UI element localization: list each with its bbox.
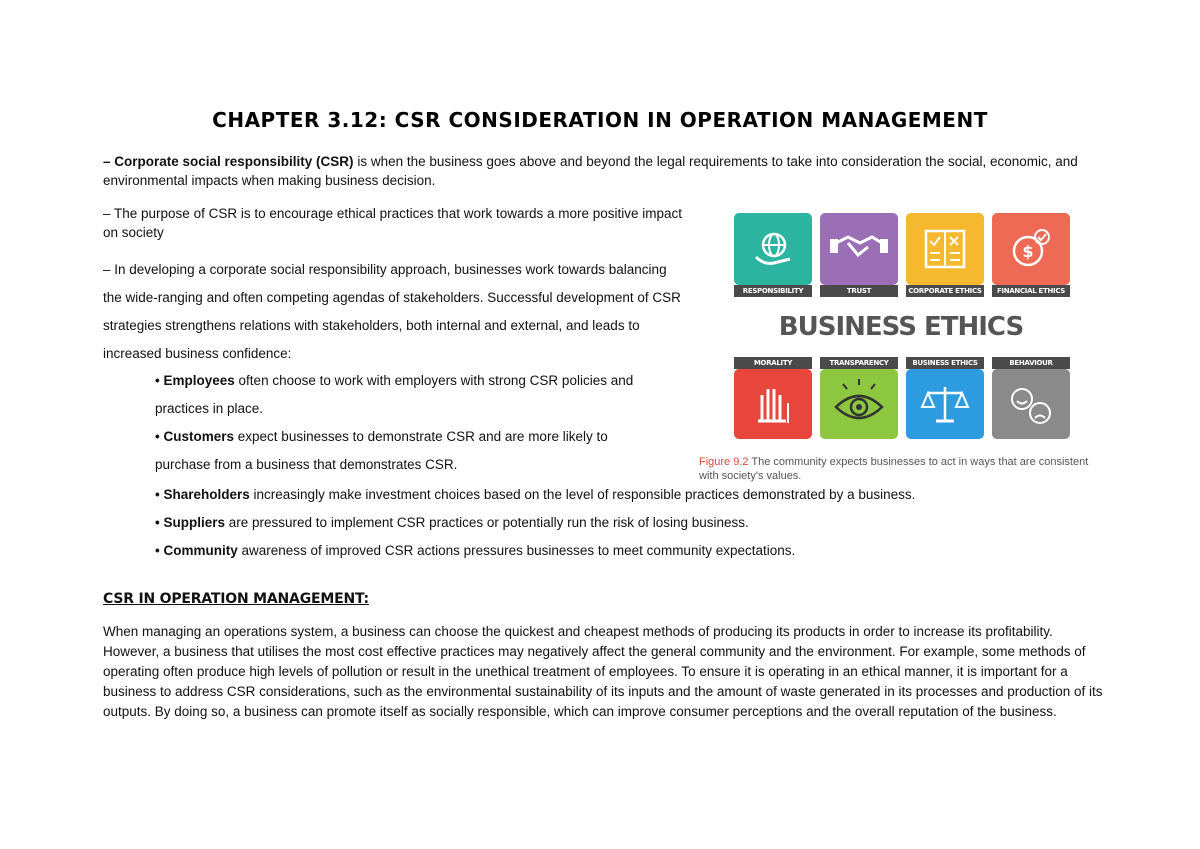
caption-text: The community expects businesses to act in ways that are consistent with society's values. bbox=[699, 456, 1089, 482]
svg-text:$: $ bbox=[1022, 242, 1034, 261]
intro-paragraph bbox=[103, 152, 1103, 190]
stakeholder-text-cont: purchase from a business that demonstrates CSR. bbox=[155, 457, 458, 472]
handshake-icon bbox=[820, 213, 898, 285]
stakeholder-text: increasingly make investment choices based on the level of responsible practices demonstrated by a business. bbox=[249, 487, 916, 502]
figure-number: Figure 9.2 bbox=[699, 456, 749, 468]
stakeholder-name: Customers bbox=[163, 429, 235, 444]
tile-label: FINANCIAL ETHICS bbox=[992, 285, 1070, 297]
dollar-check-icon bbox=[992, 213, 1070, 285]
tile-responsibility bbox=[734, 213, 812, 285]
csr-definition: is when the business goes above and beyond the legal requirements to take into consideration the social, economic, and environmental impacts when making business decision. bbox=[103, 154, 1078, 188]
list-item bbox=[155, 423, 695, 479]
bullet-icon: • bbox=[155, 515, 160, 530]
stakeholder-name: Community bbox=[163, 543, 238, 558]
globe-hand-icon bbox=[734, 213, 812, 285]
tile-financial-ethics bbox=[992, 213, 1070, 285]
stakeholder-name: Suppliers bbox=[163, 515, 226, 530]
tile-label: BUSINESS ETHICS bbox=[906, 357, 984, 369]
bullet-icon: • bbox=[155, 373, 160, 388]
stakeholder-name: Employees bbox=[163, 373, 235, 388]
list-item bbox=[155, 509, 1115, 537]
tile-label: RESPONSIBILITY bbox=[734, 285, 812, 297]
developing-paragraph: – In developing a corporate social responsibility approach, businesses work towards balancing the wide-ranging and often competing agendas of stakeholders. Successful development of CSR strategies strengthens relations with stakeholders, both internal and external, and leads to increased business confidence: bbox=[103, 262, 681, 361]
stakeholder-name: Shareholders bbox=[163, 487, 250, 502]
csr-term: – Corporate social responsibility (CSR) bbox=[103, 154, 354, 169]
stakeholder-text-cont: practices in place. bbox=[155, 401, 264, 416]
tile-morality bbox=[734, 369, 812, 439]
tile-label: MORALITY bbox=[734, 357, 812, 369]
stakeholder-text: awareness of improved CSR actions pressures businesses to meet community expectations. bbox=[237, 543, 796, 558]
checklist-icon bbox=[906, 213, 984, 285]
figure-caption bbox=[699, 455, 1099, 483]
bullet-icon: • bbox=[155, 543, 160, 558]
faces-icon bbox=[992, 369, 1070, 439]
business-ethics-figure bbox=[726, 205, 1076, 490]
operations-paragraph: When managing an operations system, a business can choose the quickest and cheapest methods of producing its products in order to increase its profitability. However, a business that utilises the most cost effective practices may negatively affect the general community and the environment. For example, some methods of operating often produce high levels of pollution or result in the unethical treatment of employees. To ensure it is operating in an ethical manner, it is important for a business to address CSR considerations, such as the environmental sustainability of its inputs and the amount of waste generated in its processes and production of its outputs. By doing so, a business can promote itself as socially responsible, which can improve consumer perceptions and the overall reputation of the business. bbox=[103, 624, 1103, 719]
tile-label: CORPORATE ETHICS bbox=[906, 285, 984, 297]
tile-transparency bbox=[820, 369, 898, 439]
stakeholder-text: expect businesses to demonstrate CSR and are more likely to bbox=[234, 429, 608, 444]
bullet-icon: • bbox=[155, 429, 160, 444]
tile-trust bbox=[820, 213, 898, 285]
tile-corporate-ethics bbox=[906, 213, 984, 285]
figure-heading: BUSINESS ETHICS bbox=[778, 312, 1024, 342]
list-item bbox=[155, 367, 695, 423]
tile-business-ethics bbox=[906, 369, 984, 439]
tile-label: TRANSPARENCY bbox=[820, 357, 898, 369]
page-title: CHAPTER 3.12: CSR CONSIDERATION IN OPERATION MANAGEMENT bbox=[212, 108, 988, 132]
section-heading: CSR IN OPERATION MANAGEMENT: bbox=[103, 591, 369, 607]
hand-icon bbox=[734, 369, 812, 439]
purpose-paragraph: – The purpose of CSR is to encourage ethical practices that work towards a more positive impact on society bbox=[103, 206, 683, 240]
scales-icon bbox=[906, 369, 984, 439]
eye-icon bbox=[820, 369, 898, 439]
stakeholder-text: are pressured to implement CSR practices or potentially run the risk of losing business. bbox=[225, 515, 749, 530]
tile-label: TRUST bbox=[820, 285, 898, 297]
stakeholder-text: often choose to work with employers with strong CSR policies and bbox=[234, 373, 634, 388]
tile-behaviour bbox=[992, 369, 1070, 439]
bullet-icon: • bbox=[155, 487, 160, 502]
list-item bbox=[155, 537, 1115, 565]
tile-label: BEHAVIOUR bbox=[992, 357, 1070, 369]
